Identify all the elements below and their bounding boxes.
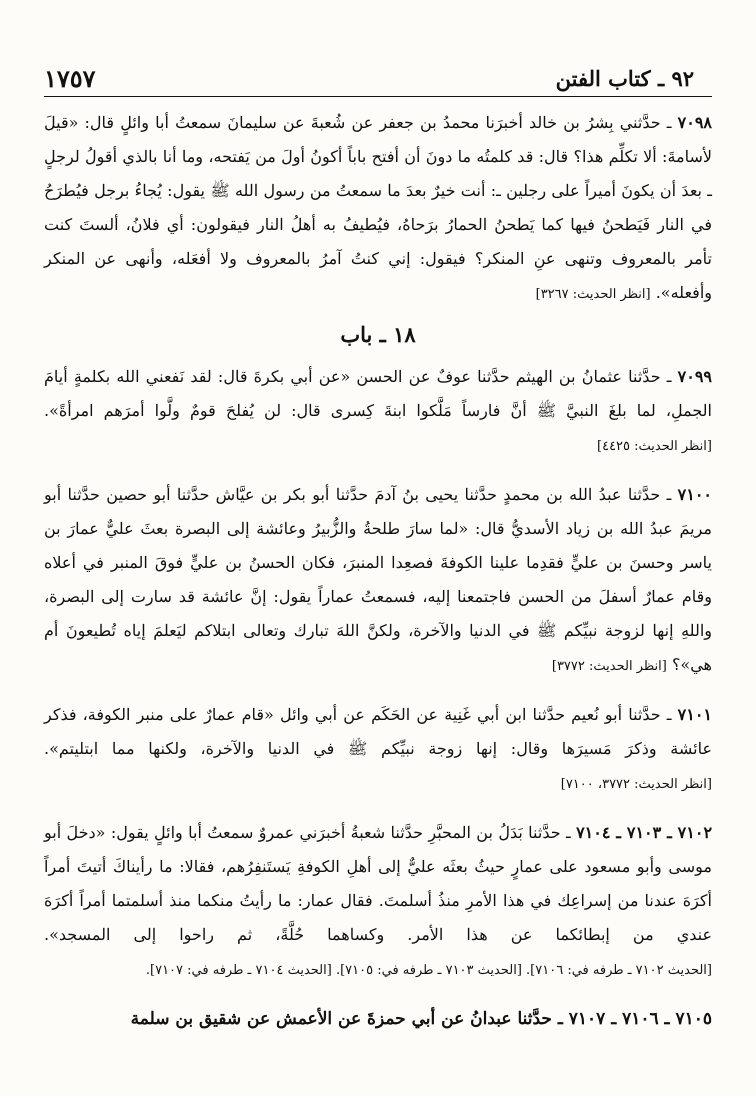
hadith-reference: [انظر الحديث: ٣٧٧٢، ٧١٠٠] — [560, 777, 712, 792]
hadith-7099 — [44, 360, 712, 464]
hadith-number: ٧٠٩٩ — [677, 367, 712, 386]
hadith-number: ٧٠٩٨ — [677, 113, 712, 132]
page-header — [44, 46, 712, 93]
hadith-7101 — [44, 698, 712, 802]
hadith-7100 — [44, 478, 712, 684]
hadith-7105-7107: ٧١٠٥ ـ ٧١٠٦ ـ ٧١٠٧ ـ حدَّثنا عبدانُ عن أبي حمزةَ عن الأعمش عن شقيق بن سلمة — [130, 1009, 712, 1029]
hadith-7098 — [44, 106, 712, 312]
hadith-reference: [انظر الحديث: ٤٤٢٥] — [597, 439, 712, 454]
hadith-text: ـ حدَّثنا أبو نُعيم حدَّثنا ابن أبي غَنِية عن الحَكَم عن أبي وائل «قام عمارٌ على منبر الكوفة، فذكر عائشة وذكرَ مَسيرَها وقال: إنها زوجة نبيِّكم ﷺ في الدنيا والآخرة، ولكنها مما ابتليتم». — [44, 705, 712, 758]
header-rule — [44, 96, 712, 97]
hadith-text: ـ حدَّثنا عثمانُ بن الهيثم حدَّثنا عوفٌ عن الحسن «عن أبي بكرةَ قال: لقد نَفعني الله بكلمةٍ أيامَ الجملِ، لما بلغَ النبيَّ ﷺ أنَّ فارساً مَلَّكوا ابنةَ كِسرى قال: لن يُفلحَ قومٌ ولَّوا أمرَهم امرأةً». — [44, 367, 712, 420]
hadith-number: ٧١٠١ — [677, 705, 712, 724]
hadith-reference: [الحديث ٧١٠٢ ـ طرفه في: ٧١٠٦]. [الحديث ٧١٠٣ ـ طرفه في: ٧١٠٥]. [الحديث ٧١٠٤ ـ طرفه في: ٧١٠٧]. — [145, 963, 712, 978]
hadith-reference: [انظر الحديث: ٣٢٦٧] — [535, 287, 651, 302]
hadith-number: ٧١٠٠ — [677, 485, 712, 504]
hadith-7102-7104 — [44, 816, 712, 988]
hadith-text: ـ حدَّثني بِشرُ بن خالد أخبرَنا محمدُ بن جعفر عن شُعبةَ عن سليمانَ سمعتُ أبا وائلٍ قال: «قيلَ لأسامةَ: ألا تكلِّم هذا؟ قال: قد كلمتُه ما دونَ أن أفتح باباً أكونُ أولَ من يَفتحه، وما أنا بالذي أقولُ لرجلٍ ـ بعدَ أن يكونَ أميراً على رجلين ـ: أنت خيرٌ بعدَ ما سمعتُ من رسول الله ﷺ يقول: يُجاءُ برجل فيُطرَحُ في النار فَيَطحنُ فيها كما يَطحنُ الحمارُ برَحاهُ، فيُطيفُ به أهلُ النار فيقولون: أي فلانُ، ألستَ كنت تأمر بالمعروف وتنهى عنِ المنكر؟ فيقول: إني كنتُ آمرُ بالمعروف ولا أفعَله، وأنهى عن المنكر وأفعله». — [44, 113, 712, 302]
hadith-text: ـ حدَّثنا بَدَلُ بن المحبَّرِ حدَّثنا شعبةُ أخبرَني عمروٌ سمعتُ أبا وائلٍ يقول: «دخلَ أبو موسى وأبو مسعود على عمارٍ حيثُ بعثَه عليٌّ إلى أهلِ الكوفةِ يَستَنفِرُهم، فقالا: ما رأيناكَ أتيتَ أمراً أكرَهَ عندنا من إسراعِك في هذا الأمرِ منذُ أسلمتَ. فقال عمار: ما رأيتُ منكما منذ أسلمتما أمراً أكرَهَ عندي من إبطائكما عن هذا الأمر. وكساهما حُلَّةً، ثم راحوا إلى المسجد». — [44, 823, 712, 944]
page-content — [44, 106, 712, 1036]
book-chapter-title: ٩٢ ـ كتاب الفتن — [555, 66, 694, 91]
page-number: ١٧٥٧ — [44, 64, 96, 93]
hadith-number: ٧١٠٢ ـ ٧١٠٣ ـ ٧١٠٤ — [576, 823, 713, 842]
hadith-reference: [انظر الحديث: ٣٧٧٢] — [551, 659, 667, 674]
chapter-heading: ١٨ ـ باب — [340, 322, 416, 347]
hadith-text: ـ حدَّثنا عبدُ الله بن محمدٍ حدَّثنا يحيى بنُ آدمَ حدَّثنا أبو بكر بن عيَّاش حدَّثنا أبو حصين حدَّثنا أبو مريمَ عبدُ الله بن زياد الأسديُّ قال: «لما سارَ طلحةُ والزُّبيرُ وعائشة إلى البصرة بعثَ عليٌّ عمارَ بن ياسر وحسنَ بن عليٍّ فقدِما علينا الكوفةَ فصعِدا المنبرَ، فكان الحسنُ بن عليٍّ فوقَ المنبر في أعلاه وقام عمارٌ أسفلَ من الحسن فاجتمعنا إليه، فسمعتُ عماراً يقول: إنَّ عائشة قد سارت إلى البصرة، واللهِ إنها لزوجة نبيِّكم ﷺ في الدنيا والآخرة، ولكنَّ اللهَ تبارك وتعالى ابتلاكم ليَعلمَ إياه تُطيعونَ أم هي»؟ — [44, 485, 712, 674]
